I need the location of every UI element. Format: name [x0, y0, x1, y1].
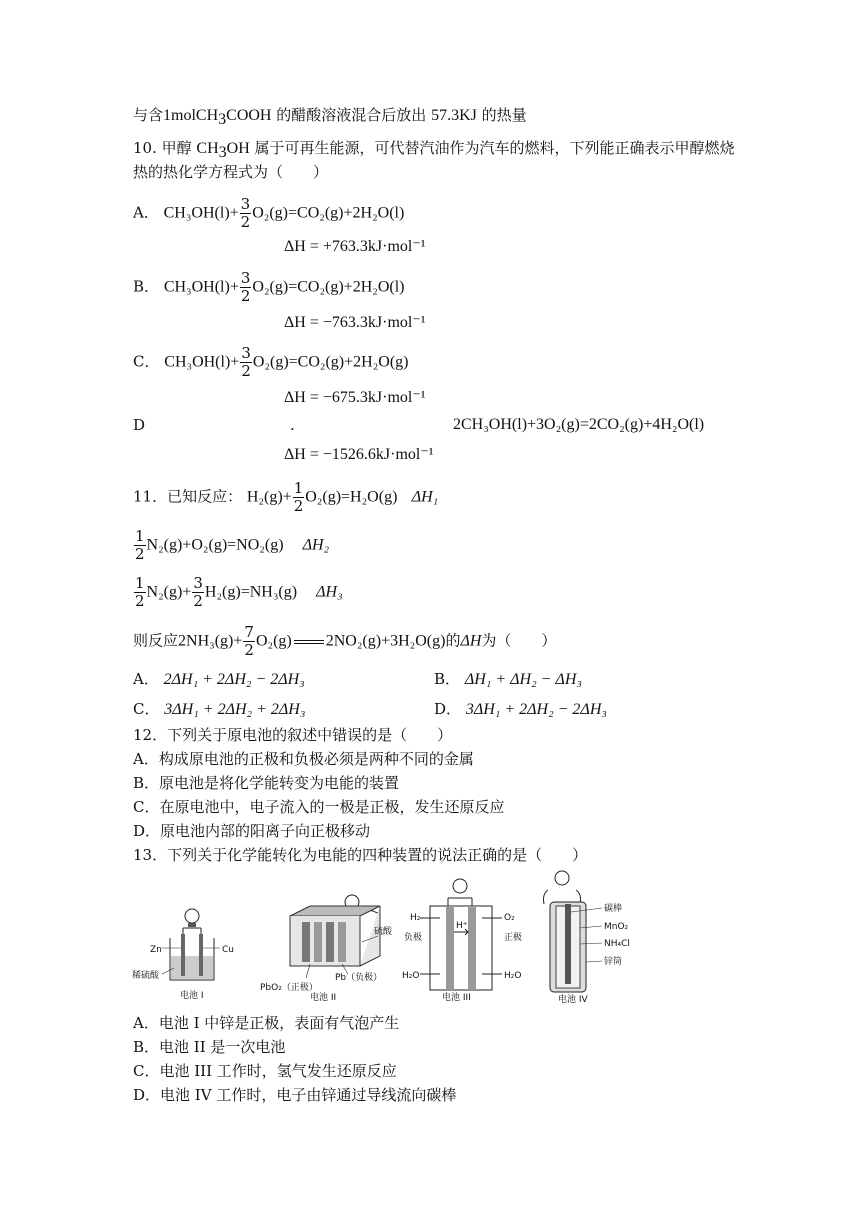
text: OH	[226, 140, 250, 157]
q10-option-d-label: D	[133, 416, 146, 434]
equation: N₂(g)+O₂(g)=NO₂(g)	[146, 536, 284, 554]
fraction: $\frac{3}{2}$	[240, 269, 251, 305]
label-sulfuric-acid: 硫酸	[374, 927, 393, 937]
option-label: C．	[133, 352, 160, 371]
q11-reaction-1	[133, 480, 438, 515]
delta-h: ΔH	[460, 632, 482, 650]
text: 的醋酸溶液混合后放出	[276, 106, 427, 124]
battery-figures	[130, 868, 650, 1008]
q10-option-c	[133, 345, 409, 380]
label-o2: O₂	[504, 913, 515, 923]
q10-option-c-dh: ΔH = −675.3kJ·mol⁻¹	[284, 389, 426, 406]
option-label: A．	[133, 203, 159, 222]
q10-option-d-dh: ΔH = −1526.6kJ·mol⁻¹	[284, 446, 434, 463]
battery-1-figure	[132, 909, 234, 1001]
equals-sign	[294, 640, 324, 644]
delta-h: ΔH₃	[316, 583, 343, 601]
subscript: 3	[218, 144, 227, 161]
label-zn: Zn	[150, 945, 162, 955]
label-pb: Pb（负极）	[335, 973, 383, 983]
fraction: $\frac{7}{2}$	[244, 623, 254, 659]
label-positive: 正极	[504, 933, 523, 943]
q10-stem-line2: 热的热化学方程式为（ ）	[133, 163, 329, 181]
text: CH	[196, 140, 219, 157]
text: 10. 甲醇	[133, 139, 192, 157]
equation: O₂(g)=CO₂(g)+2H₂O(g)	[252, 353, 409, 371]
battery-2-figure	[260, 895, 393, 1003]
equation: CH₃OH(l)+	[163, 278, 239, 296]
equation: CH₃OH(l)+	[164, 353, 240, 371]
fraction: $\frac{3}{2}$	[193, 574, 203, 610]
text: COOH	[226, 107, 272, 124]
q11-option-c: C． 3ΔH₁ + 2ΔH₂ + 2ΔH₃	[133, 700, 306, 718]
label-zinc-can: 锌筒	[604, 957, 623, 967]
option-label: B．	[133, 277, 160, 296]
label-h2: H₂	[410, 913, 421, 923]
text: 为（ ）	[481, 631, 557, 650]
label-h2o-left: H₂O	[402, 971, 420, 981]
battery-1-name: 电池 I	[180, 991, 204, 1001]
q13-option-b: B．电池 II 是一次电池	[133, 1038, 286, 1056]
fraction: $\frac{1}{2}$	[293, 479, 304, 515]
text: 的热量	[481, 106, 527, 124]
q10-option-a-dh: ΔH = +763.3kJ·mol⁻¹	[284, 238, 426, 255]
prev-question-tail	[133, 104, 527, 127]
equation: O₂(g)=CO₂(g)+2H₂O(l)	[252, 204, 405, 222]
equation: 2NO₂(g)+3H₂O(g)	[325, 632, 446, 650]
q11-option-a: A． 2ΔH₁ + 2ΔH₂ − 2ΔH₃	[133, 670, 305, 688]
q11-question	[133, 624, 556, 659]
text: 57.3KJ	[431, 107, 477, 124]
label-mno2: MnO₂	[604, 922, 629, 932]
battery-3-name: 电池 III	[442, 993, 471, 1003]
q13-option-c: C．电池 III 工作时，氢气发生还原反应	[133, 1062, 397, 1080]
q10-option-b-dh: ΔH = −763.3kJ·mol⁻¹	[284, 314, 426, 331]
label-carbon-rod: 碳棒	[604, 904, 623, 914]
label-h-plus: H⁺	[456, 921, 468, 931]
battery-3-figure	[402, 879, 522, 1003]
text: 1molCH	[163, 107, 219, 124]
q10-stem-line1	[133, 137, 735, 160]
q11-reaction-2	[133, 528, 329, 563]
text: 属于可再生能源，可代替汽油作为汽车的燃料，下列能正确表示甲醇燃烧	[254, 139, 735, 157]
label-cu: Cu	[222, 945, 234, 955]
fraction: $\frac{3}{2}$	[240, 195, 251, 231]
equation: H₂(g)=NH₃(g)	[204, 583, 298, 601]
label-dilute-acid: 稀硫酸	[132, 971, 160, 981]
equation: N₂(g)+	[146, 583, 192, 601]
label-h2o-right: H₂O	[504, 971, 522, 981]
q13-stem: 13．下列关于化学能转化为电能的四种装置的说法正确的是（ ）	[133, 846, 588, 864]
equation: CH₃OH(l)+	[163, 204, 239, 222]
q13-option-a: A．电池 I 中锌是正极，表面有气泡产生	[133, 1014, 400, 1032]
equation: O₂(g)=CO₂(g)+2H₂O(l)	[252, 278, 405, 296]
label-pbo2: PbO₂（正极）	[260, 983, 318, 993]
battery-4-name: 电池 IV	[558, 995, 588, 1005]
q10-option-d-eq: 2CH₃OH(l)+3O₂(g)=2CO₂(g)+4H₂O(l)	[453, 416, 705, 433]
q11-option-d: D． 3ΔH₁ + 2ΔH₂ − 2ΔH₃	[434, 700, 607, 718]
label-negative: 负极	[404, 933, 423, 943]
question-stem: 11．已知反应：	[133, 487, 243, 506]
q12-option-d: D．原电池内部的阳离子向正极移动	[133, 822, 371, 840]
battery-2-name: 电池 II	[310, 993, 337, 1003]
q12-stem: 12．下列关于原电池的叙述中错误的是（ ）	[133, 726, 453, 744]
q11-option-b: B． ΔH₁ + ΔH₂ − ΔH₃	[434, 670, 582, 688]
q10-option-a	[133, 196, 404, 231]
q10-option-d-dot: .	[290, 416, 295, 434]
q12-option-a: A．构成原电池的正极和负极必须是两种不同的金属	[133, 750, 474, 768]
battery-4-figure	[544, 871, 630, 1005]
q13-option-d: D．电池 IV 工作时，电子由锌通过导线流向碳棒	[133, 1086, 457, 1104]
text: 的	[445, 631, 461, 650]
q12-option-c: C．在原电池中，电子流入的一极是正极，发生还原反应	[133, 798, 505, 816]
fraction: $\frac{1}{2}$	[135, 574, 145, 610]
fraction: $\frac{1}{2}$	[135, 527, 145, 563]
text: 则反应	[133, 631, 179, 650]
subscript: 3	[218, 111, 227, 128]
q12-option-b: B．原电池是将化学能转变为电能的装置	[133, 774, 400, 792]
delta-h: ΔH₁	[411, 488, 439, 506]
equation: O₂(g)	[255, 632, 292, 650]
delta-h: ΔH₂	[302, 536, 330, 554]
q11-reaction-3	[133, 575, 343, 610]
text: 与含	[133, 106, 164, 124]
equation: H₂(g)+	[246, 488, 292, 506]
label-nh4cl: NH₄Cl	[604, 939, 630, 949]
fraction: $\frac{3}{2}$	[241, 344, 251, 380]
equation: 2NH₃(g)+	[178, 632, 243, 650]
equation: O₂(g)=H₂O(g)	[305, 488, 398, 506]
q10-option-b	[133, 270, 405, 305]
